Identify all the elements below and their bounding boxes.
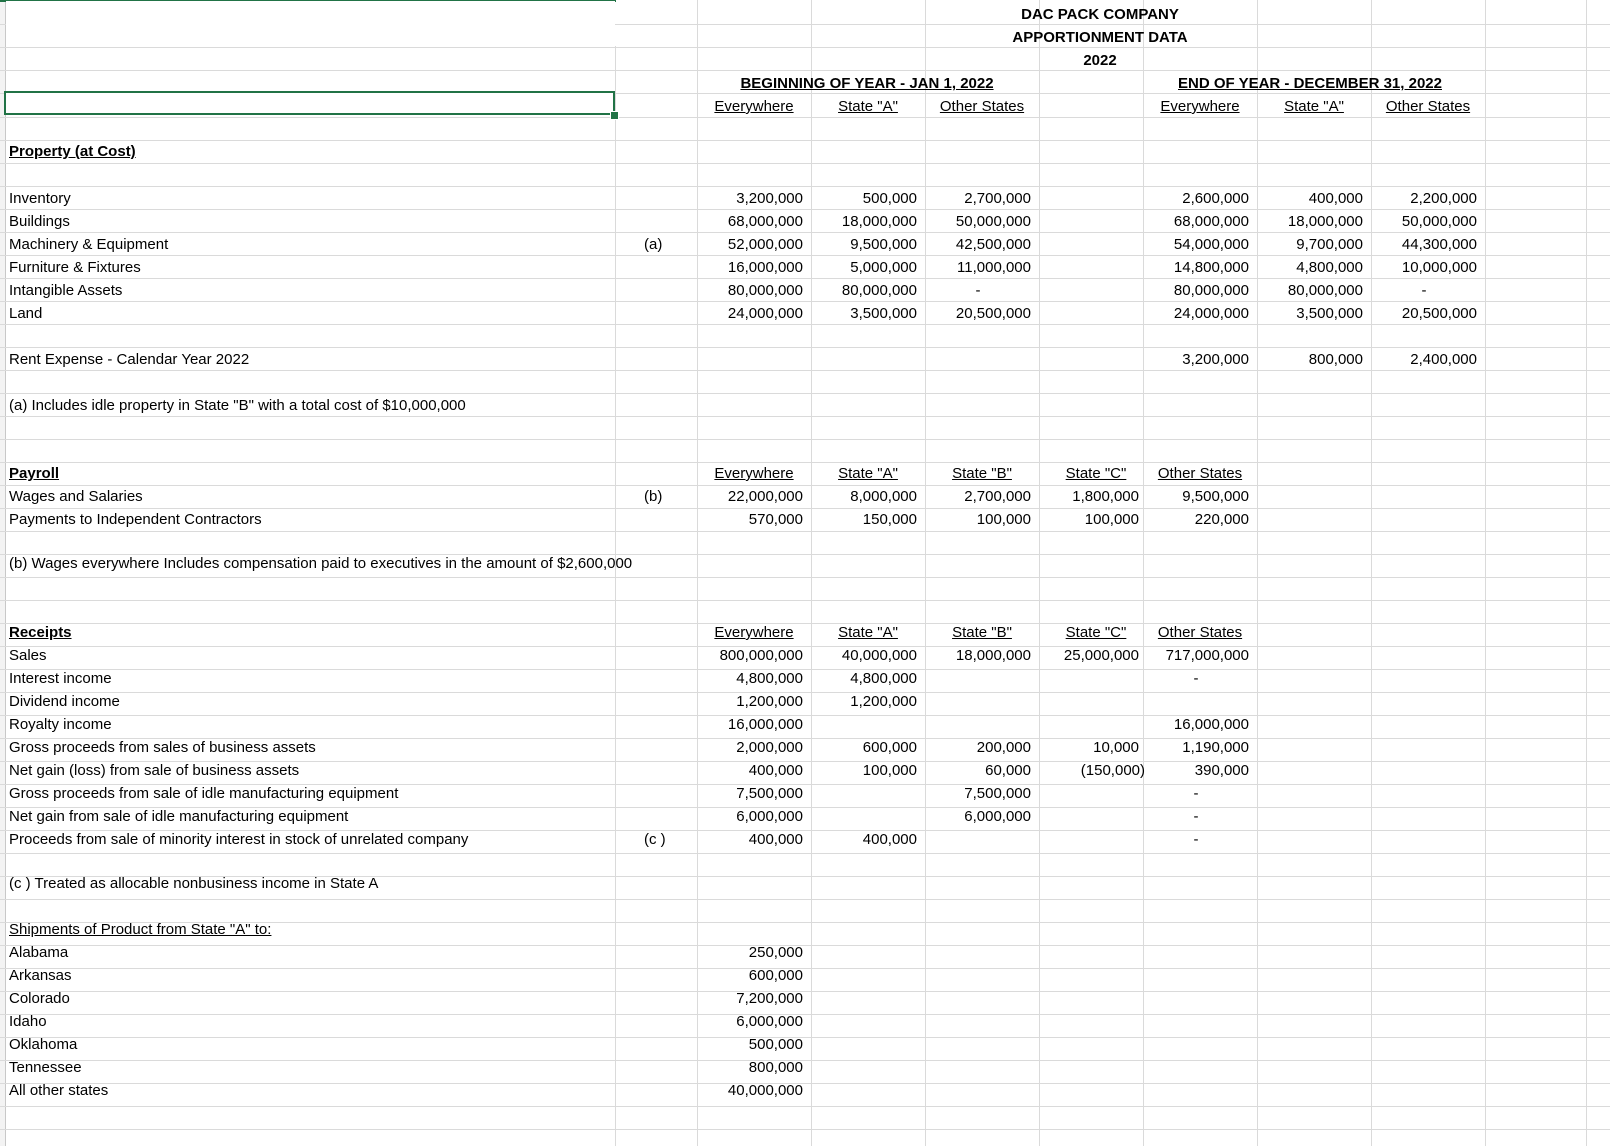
- receipts-row-note: (c ): [644, 831, 666, 848]
- row-gridline: [0, 577, 1610, 578]
- receipts-value-cell: 16,000,000: [727, 716, 803, 733]
- receipts-row-label: Royalty income: [9, 716, 112, 733]
- property-value-cell: 52,000,000: [727, 236, 803, 253]
- receipts-value-cell: 7,500,000: [736, 785, 803, 802]
- payroll-section-title: Payroll: [9, 465, 60, 482]
- property-value-cell: 24,000,000: [727, 305, 803, 322]
- row-gridline: [0, 232, 1610, 233]
- receipts-value-cell: 18,000,000: [955, 647, 1031, 664]
- receipts-row-label: Proceeds from sale of minority interest in stock of unrelated company: [9, 831, 469, 848]
- receipts-value-cell: 100,000: [862, 762, 917, 779]
- receipts-value-cell: 25,000,000: [1063, 647, 1139, 664]
- row-gridline: [0, 47, 1610, 48]
- property-value-cell: 80,000,000: [1173, 282, 1249, 299]
- property-value-cell: 11,000,000: [957, 259, 1031, 276]
- payroll-row-note: (b): [644, 488, 663, 505]
- receipts-footnote: (c ) Treated as allocable nonbusiness income in State A: [9, 875, 379, 892]
- row-gridline: [0, 692, 1610, 693]
- column-gridline: [1371, 0, 1372, 1146]
- property-value-cell: 42,500,000: [955, 236, 1031, 253]
- receipts-value-cell: 800,000,000: [719, 647, 803, 664]
- row-gridline: [0, 669, 1610, 670]
- property-row-note: (a): [644, 236, 663, 253]
- row-gridline: [0, 646, 1610, 647]
- receipts-row-label: Gross proceeds from sales of business assets: [9, 739, 316, 756]
- property-footnote: (a) Includes idle property in State "B" with a total cost of $10,000,000: [9, 397, 466, 414]
- row-header-strip: [0, 0, 6, 1146]
- column-gridline: [811, 0, 812, 1146]
- property-value-cell: 3,500,000: [850, 305, 917, 322]
- property-value-cell: 2,700,000: [964, 190, 1031, 207]
- property-value-cell: -: [975, 282, 981, 299]
- row-gridline: [0, 1129, 1610, 1130]
- property-value-cell: 9,700,000: [1296, 236, 1363, 253]
- receipts-column-header: [1039, 621, 1153, 644]
- receipts-value-cell: 40,000,000: [841, 647, 917, 664]
- property-value-cell: 18,000,000: [1287, 213, 1363, 230]
- row-gridline: [0, 945, 1610, 946]
- column-gridline: [615, 46, 616, 1146]
- row-gridline: [0, 1083, 1610, 1084]
- property-value-cell: 3,500,000: [1296, 305, 1363, 322]
- row-gridline: [0, 186, 1610, 187]
- property-row-label: Furniture & Fixtures: [9, 259, 141, 276]
- receipts-value-cell: 7,500,000: [964, 785, 1031, 802]
- receipts-value-cell: 717,000,000: [1165, 647, 1249, 664]
- payroll-value-cell: 150,000: [862, 511, 917, 528]
- property-value-cell: 9,500,000: [850, 236, 917, 253]
- row-gridline: [0, 163, 1610, 164]
- property-value-cell: 50,000,000: [1401, 213, 1477, 230]
- payroll-footnote: (b) Wages everywhere Includes compensation paid to executives in the amount of $2,600,000: [9, 555, 633, 572]
- property-value-cell: -: [1421, 282, 1427, 299]
- payroll-value-cell: 100,000: [976, 511, 1031, 528]
- shipment-state-label: Idaho: [9, 1013, 47, 1030]
- merged-title-area: [6, 1, 615, 45]
- row-gridline: [0, 991, 1610, 992]
- property-value-cell: 18,000,000: [841, 213, 917, 230]
- receipts-value-cell: 6,000,000: [736, 808, 803, 825]
- receipts-column-header-text: State "A": [838, 624, 898, 641]
- boy-other-states-header: Other States: [939, 98, 1025, 115]
- property-row-label: Machinery & Equipment: [9, 236, 169, 253]
- property-value-cell: 2,600,000: [1182, 190, 1249, 207]
- row-gridline: [0, 853, 1610, 854]
- row-gridline: [0, 899, 1610, 900]
- receipts-row-label: Net gain (loss) from sale of business assets: [9, 762, 300, 779]
- property-value-cell: 5,000,000: [850, 259, 917, 276]
- shipment-state-label: Alabama: [9, 944, 69, 961]
- receipts-value-cell: 1,200,000: [850, 693, 917, 710]
- receipts-value-cell: 4,800,000: [850, 670, 917, 687]
- shipment-value-cell: 6,000,000: [736, 1013, 803, 1030]
- property-value-cell: 4,800,000: [1296, 259, 1363, 276]
- column-gridline: [1143, 0, 1144, 1146]
- shipment-value-cell: 7,200,000: [736, 990, 803, 1007]
- property-row-label: Buildings: [9, 213, 70, 230]
- property-value-cell: 400,000: [1308, 190, 1363, 207]
- eoy-state-a-header: State "A": [1284, 98, 1344, 115]
- property-value-cell: 68,000,000: [727, 213, 803, 230]
- receipts-row-label: Gross proceeds from sale of idle manufacturing equipment: [9, 785, 399, 802]
- receipts-column-header: [1143, 621, 1257, 644]
- receipts-row-label: Sales: [9, 647, 47, 664]
- receipts-value-cell: 4,800,000: [736, 670, 803, 687]
- rent-eoy-other-states: 2,400,000: [1410, 351, 1477, 368]
- eoy-everywhere-header: Everywhere: [1160, 98, 1240, 115]
- rent-expense-label: Rent Expense - Calendar Year 2022: [9, 351, 250, 368]
- boy-everywhere-header: Everywhere: [714, 98, 794, 115]
- property-value-cell: 80,000,000: [1287, 282, 1363, 299]
- property-value-cell: 500,000: [862, 190, 917, 207]
- shipments-section-title: Shipments of Product from State "A" to:: [9, 921, 272, 938]
- property-row-label: Intangible Assets: [9, 282, 123, 299]
- payroll-column-header-text: Everywhere: [714, 465, 794, 482]
- row-gridline: [0, 324, 1610, 325]
- property-value-cell: 2,200,000: [1410, 190, 1477, 207]
- payroll-value-cell: 1,800,000: [1072, 488, 1139, 505]
- receipts-column-header: [925, 621, 1039, 644]
- company-title: DAC PACK COMPANY: [1021, 6, 1179, 23]
- receipts-value-cell: 400,000: [748, 762, 803, 779]
- receipts-column-header: [697, 621, 811, 644]
- receipts-value-cell: -: [1193, 831, 1199, 848]
- row-gridline: [0, 255, 1610, 256]
- end-of-year-header: END OF YEAR - DECEMBER 31, 2022: [1178, 75, 1442, 92]
- active-cell-selection[interactable]: [4, 91, 615, 115]
- payroll-column-header: [1039, 462, 1153, 485]
- row-gridline: [0, 600, 1610, 601]
- property-value-cell: 44,300,000: [1401, 236, 1477, 253]
- receipts-value-cell: 10,000: [1093, 739, 1139, 756]
- receipts-column-header-text: State "B": [952, 624, 1012, 641]
- shipment-state-label: Oklahoma: [9, 1036, 78, 1053]
- payroll-value-cell: 100,000: [1084, 511, 1139, 528]
- receipts-value-cell: 2,000,000: [736, 739, 803, 756]
- payroll-value-cell: 22,000,000: [727, 488, 803, 505]
- payroll-value-cell: 8,000,000: [850, 488, 917, 505]
- receipts-value-cell: -: [1193, 670, 1199, 687]
- payroll-column-header: [925, 462, 1039, 485]
- receipts-column-header-text: Other States: [1157, 624, 1243, 641]
- property-value-cell: 10,000,000: [1401, 259, 1477, 276]
- property-value-cell: 50,000,000: [955, 213, 1031, 230]
- property-value-cell: 20,500,000: [1401, 305, 1477, 322]
- receipts-value-cell: -: [1193, 808, 1199, 825]
- property-value-cell: 20,500,000: [955, 305, 1031, 322]
- receipts-column-header-text: State "C": [1065, 624, 1127, 641]
- fill-handle[interactable]: [610, 111, 619, 120]
- boy-state-a-header: State "A": [838, 98, 898, 115]
- report-title: APPORTIONMENT DATA: [1012, 29, 1188, 46]
- shipment-value-cell: 800,000: [748, 1059, 803, 1076]
- property-value-cell: 14,800,000: [1173, 259, 1249, 276]
- column-gridline: [925, 0, 926, 1146]
- payroll-value-cell: 570,000: [748, 511, 803, 528]
- column-gridline: [1586, 0, 1587, 1146]
- column-gridline: [1257, 0, 1258, 1146]
- payroll-column-header: [811, 462, 925, 485]
- receipts-value-cell: -: [1193, 785, 1199, 802]
- shipment-state-label: Colorado: [9, 990, 70, 1007]
- property-value-cell: 3,200,000: [736, 190, 803, 207]
- receipts-value-cell: 600,000: [862, 739, 917, 756]
- receipts-row-label: Dividend income: [9, 693, 120, 710]
- row-gridline: [0, 301, 1610, 302]
- row-gridline: [0, 1060, 1610, 1061]
- payroll-column-header-text: State "A": [838, 465, 898, 482]
- row-gridline: [0, 485, 1610, 486]
- row-gridline: [0, 1037, 1610, 1038]
- row-gridline: [0, 1014, 1610, 1015]
- row-gridline: [0, 715, 1610, 716]
- row-gridline: [0, 1106, 1610, 1107]
- shipment-value-cell: 600,000: [748, 967, 803, 984]
- column-gridline: [1485, 0, 1486, 1146]
- receipts-value-cell: 60,000: [985, 762, 1031, 779]
- property-value-cell: 68,000,000: [1173, 213, 1249, 230]
- eoy-other-states-header: Other States: [1385, 98, 1471, 115]
- shipment-value-cell: 250,000: [748, 944, 803, 961]
- payroll-row-label: Payments to Independent Contractors: [9, 511, 262, 528]
- property-row-label: Inventory: [9, 190, 71, 207]
- payroll-column-header-text: State "B": [952, 465, 1012, 482]
- row-gridline: [0, 531, 1610, 532]
- receipts-row-label: Net gain from sale of idle manufacturing equipment: [9, 808, 349, 825]
- row-gridline: [0, 278, 1610, 279]
- receipts-value-cell: 400,000: [748, 831, 803, 848]
- property-value-cell: 16,000,000: [727, 259, 803, 276]
- receipts-row-label: Interest income: [9, 670, 112, 687]
- shipment-state-label: Tennessee: [9, 1059, 82, 1076]
- report-year: 2022: [1083, 52, 1117, 69]
- row-gridline: [0, 968, 1610, 969]
- shipment-value-cell: 500,000: [748, 1036, 803, 1053]
- receipts-value-cell: 200,000: [976, 739, 1031, 756]
- property-value-cell: 24,000,000: [1173, 305, 1249, 322]
- payroll-column-header-text: State "C": [1065, 465, 1127, 482]
- receipts-value-cell: 16,000,000: [1173, 716, 1249, 733]
- rent-eoy-everywhere: 3,200,000: [1182, 351, 1249, 368]
- beginning-of-year-header: BEGINNING OF YEAR - JAN 1, 2022: [740, 75, 994, 92]
- column-gridline: [1039, 0, 1040, 1146]
- receipts-value-cell: (150,000): [1080, 762, 1145, 779]
- row-gridline: [0, 70, 1610, 71]
- property-section-title: Property (at Cost): [9, 143, 136, 160]
- receipts-column-header-text: Everywhere: [714, 624, 794, 641]
- row-gridline: [0, 209, 1610, 210]
- payroll-value-cell: 2,700,000: [964, 488, 1031, 505]
- shipment-state-label: All other states: [9, 1082, 109, 1099]
- receipts-value-cell: 1,200,000: [736, 693, 803, 710]
- shipment-state-label: Arkansas: [9, 967, 72, 984]
- payroll-row-label: Wages and Salaries: [9, 488, 143, 505]
- receipts-column-header: [811, 621, 925, 644]
- property-value-cell: 80,000,000: [727, 282, 803, 299]
- property-value-cell: 54,000,000: [1173, 236, 1249, 253]
- row-gridline: [0, 140, 1610, 141]
- shipment-value-cell: 40,000,000: [727, 1082, 803, 1099]
- receipts-value-cell: 1,190,000: [1182, 739, 1249, 756]
- receipts-value-cell: 6,000,000: [964, 808, 1031, 825]
- rent-eoy-state-a: 800,000: [1308, 351, 1363, 368]
- payroll-column-header: [1143, 462, 1257, 485]
- receipts-value-cell: 400,000: [862, 831, 917, 848]
- row-gridline: [0, 439, 1610, 440]
- payroll-column-header: [697, 462, 811, 485]
- receipts-section-title: Receipts: [9, 624, 72, 641]
- property-value-cell: 80,000,000: [841, 282, 917, 299]
- receipts-value-cell: 390,000: [1194, 762, 1249, 779]
- payroll-column-header-text: Other States: [1157, 465, 1243, 482]
- property-row-label: Land: [9, 305, 43, 322]
- payroll-value-cell: 220,000: [1194, 511, 1249, 528]
- payroll-value-cell: 9,500,000: [1182, 488, 1249, 505]
